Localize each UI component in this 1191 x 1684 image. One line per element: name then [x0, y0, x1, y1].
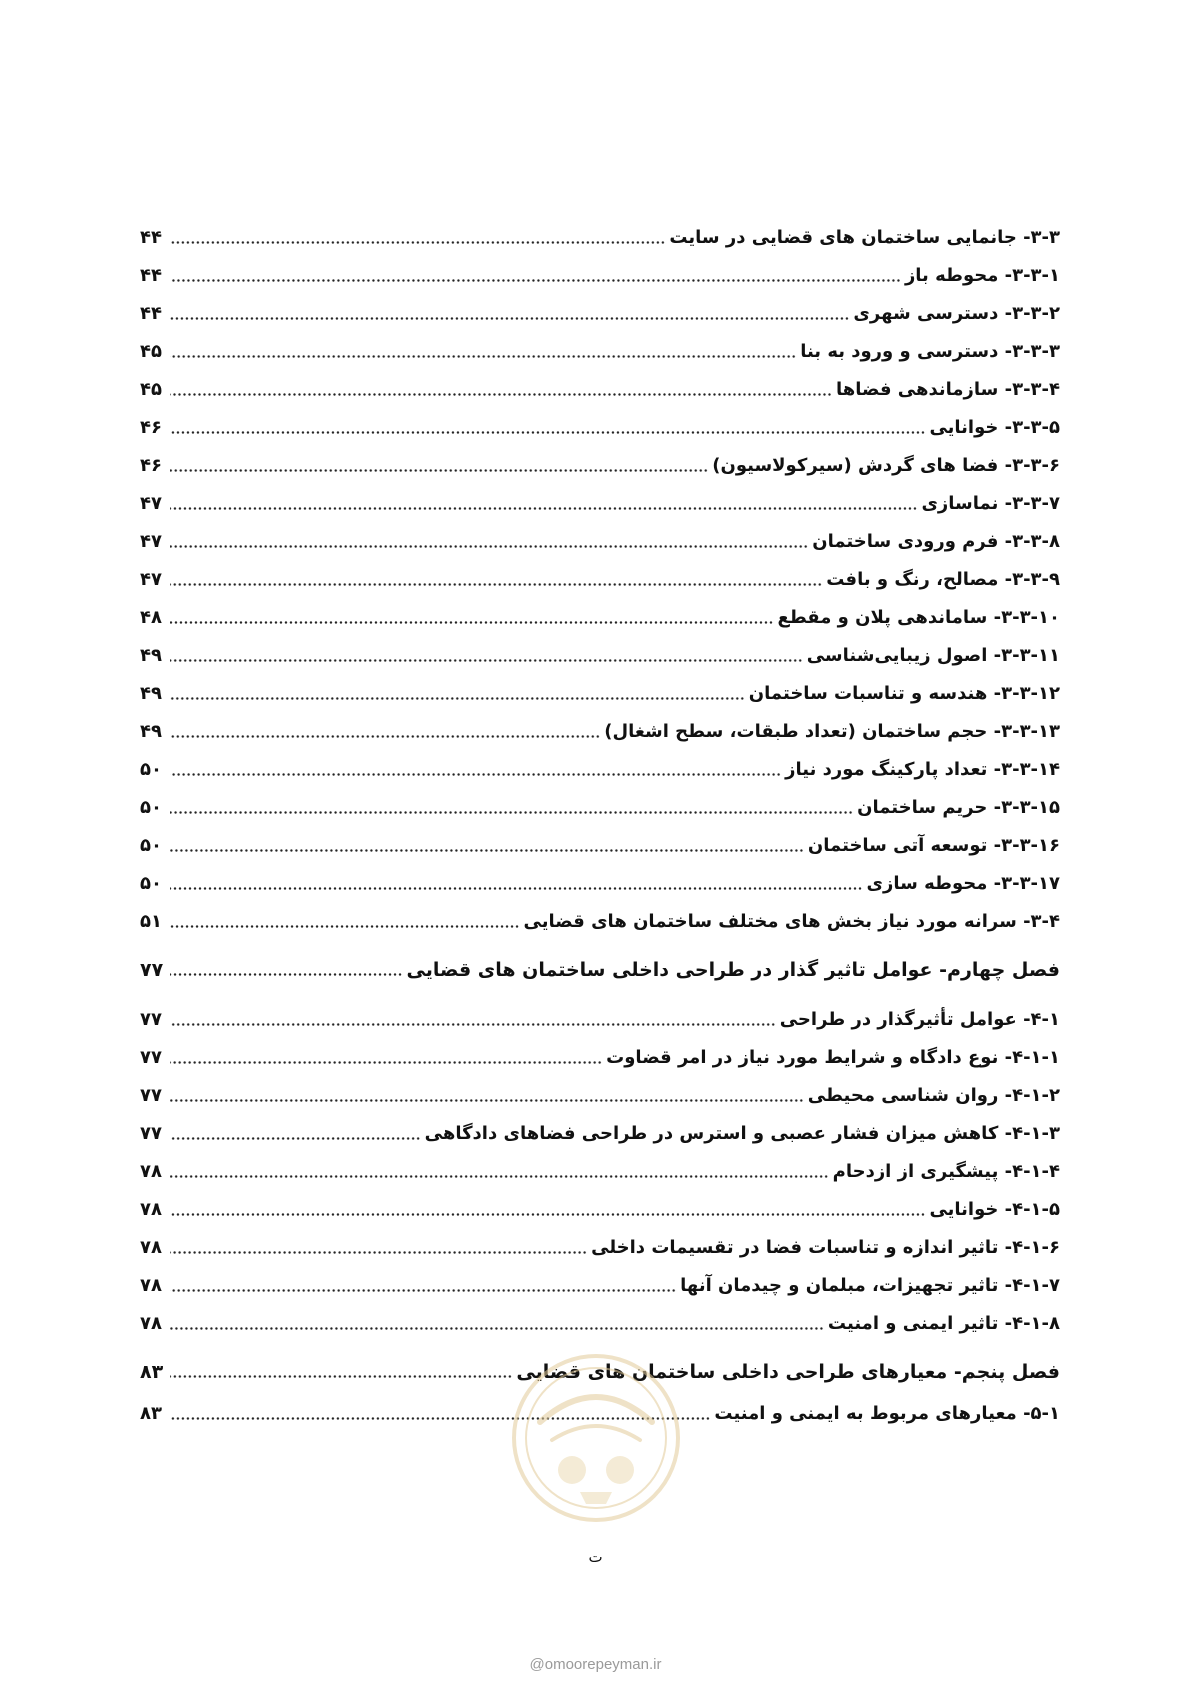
toc-entry-title: ۳-۳-۱۲- هندسه و تناسبات ساختمان: [748, 683, 1060, 704]
dot-leader: [170, 873, 863, 891]
toc-entry-page: ۴۶: [140, 455, 162, 476]
toc-entry-page: ۴۶: [140, 417, 162, 438]
toc-entry-title: ۴-۱-۱- نوع دادگاه و شرایط مورد نیاز در امر قضاوت: [606, 1047, 1060, 1068]
toc-entry-page: ۵۰: [140, 759, 162, 780]
toc-entry-title: ۳-۳-۳- دسترسی و ورود به بنا: [800, 341, 1060, 362]
toc-entry[interactable]: [140, 748, 1060, 782]
toc-entry-title: ۴-۱-۷- تاثیر تجهیزات، مبلمان و چیدمان آنها: [680, 1275, 1060, 1296]
toc-entry[interactable]: [140, 520, 1060, 554]
toc-entry-page: ۴۹: [140, 721, 162, 742]
toc-entry[interactable]: [140, 330, 1060, 364]
toc-entry-page: ۵۰: [140, 797, 162, 818]
toc-entry-page: ۷۷: [140, 1085, 162, 1106]
dot-leader: [170, 1009, 776, 1027]
dot-leader: [170, 1161, 829, 1179]
toc-entry-title: ۳-۳-۱۷- محوطه سازی: [866, 873, 1060, 894]
toc-entry-title: ۴-۱-۵- خوانایی: [929, 1199, 1060, 1220]
toc-entry[interactable]: [140, 1226, 1060, 1260]
toc-entry-page: ۴۹: [140, 683, 162, 704]
toc-entry[interactable]: [140, 1074, 1060, 1108]
toc-entry-title: فصل چهارم- عوامل تاثیر گذار در طراحی داخلی ساختمان های قضایی: [406, 959, 1060, 981]
toc-entry[interactable]: [140, 634, 1060, 668]
toc-entry[interactable]: [140, 444, 1060, 478]
dot-leader: [170, 341, 796, 359]
toc-entry[interactable]: [140, 216, 1060, 250]
toc-entry-page: ۷۸: [140, 1237, 162, 1258]
toc-entry-page: ۴۷: [140, 531, 162, 552]
toc-entry[interactable]: [140, 900, 1060, 934]
toc-entry-title: ۴-۱-۶- تاثیر اندازه و تناسبات فضا در تقسیمات داخلی: [591, 1237, 1060, 1258]
dot-leader: [170, 1275, 676, 1293]
toc-entry-page: ۷۷: [140, 959, 164, 981]
toc-entry[interactable]: [140, 710, 1060, 744]
dot-leader: [170, 1313, 824, 1331]
toc-entry-title: ۳-۳-۶- فضا های گردش (سیرکولاسیون): [712, 455, 1060, 476]
toc-entry-page: ۴۴: [140, 227, 162, 248]
footer-website: @omoorepeyman.ir: [529, 1656, 662, 1673]
toc-entry-title: ۳-۳-۱۵- حریم ساختمان: [857, 797, 1060, 818]
dot-leader: [170, 959, 403, 977]
toc-entry-page: ۴۴: [140, 303, 162, 324]
dot-leader: [170, 759, 781, 777]
toc-entry-title: ۳-۳-۹- مصالح، رنگ و بافت: [826, 569, 1060, 590]
seal-watermark: [510, 1352, 682, 1524]
toc-entry-title: ۳-۳-۱۳- حجم ساختمان (تعداد طبقات، سطح اشغال): [604, 721, 1060, 742]
dot-leader: [170, 493, 917, 511]
dot-leader: [170, 683, 745, 701]
toc-entry-title: ۳-۳- جانمایی ساختمان های قضایی در سایت: [669, 227, 1060, 248]
dot-leader: [170, 797, 853, 815]
toc-entry-page: ۷۷: [140, 1009, 162, 1030]
toc-entry-title: ۳-۳-۱۶- توسعه آتی ساختمان: [807, 835, 1060, 856]
toc-entry-page: ۷۸: [140, 1275, 162, 1296]
toc-entry[interactable]: [140, 786, 1060, 820]
toc-entry-page: ۷۸: [140, 1199, 162, 1220]
dot-leader: [170, 1085, 804, 1103]
toc-entry[interactable]: [140, 368, 1060, 402]
toc-entry-title: ۳-۳-۴- سازماندهی فضاها: [835, 379, 1060, 400]
toc-entry-page: ۴۹: [140, 645, 162, 666]
toc-entry-page: ۷۷: [140, 1047, 162, 1068]
dot-leader: [170, 379, 832, 397]
toc-entry[interactable]: [140, 824, 1060, 858]
dot-leader: [170, 265, 901, 283]
dot-leader: [170, 1361, 512, 1379]
toc-entry-title: ۴-۱-۸- تاثیر ایمنی و امنیت: [827, 1313, 1060, 1334]
toc-entry[interactable]: [140, 406, 1060, 440]
toc-entry[interactable]: [140, 998, 1060, 1032]
toc-entry-title: ۳-۳-۱۱- اصول زیبایی‌شناسی: [806, 645, 1060, 666]
toc-entry[interactable]: [140, 672, 1060, 706]
dot-leader: [170, 1199, 925, 1217]
dot-leader: [170, 911, 520, 929]
page-folio: ت: [588, 1548, 603, 1566]
toc-entry[interactable]: [140, 1112, 1060, 1146]
toc-entry-page: ۵۰: [140, 835, 162, 856]
toc-entry-title: ۳-۴- سرانه مورد نیاز بخش های مختلف ساختمان های قضایی: [523, 911, 1060, 932]
toc-entry-title: ۳-۳-۷- نماسازی: [921, 493, 1060, 514]
toc-entry-title: ۳-۳-۱۴- تعداد پارکینگ مورد نیاز: [785, 759, 1060, 780]
toc-entry[interactable]: [140, 1264, 1060, 1298]
dot-leader: [170, 835, 804, 853]
toc-entry-page: ۴۷: [140, 493, 162, 514]
toc-entry[interactable]: [140, 862, 1060, 896]
toc-entry-page: ۷۸: [140, 1313, 162, 1334]
toc-entry-title: ۳-۳-۵- خوانایی: [929, 417, 1060, 438]
toc-entry[interactable]: [140, 948, 1060, 982]
toc-entry-page: ۸۳: [140, 1403, 162, 1424]
dot-leader: [170, 417, 925, 435]
toc-entry-title: ۳-۳-۲- دسترسی شهری: [853, 303, 1060, 324]
toc-entry-title: ۳-۳-۱- محوطه باز: [904, 265, 1060, 286]
toc-entry-title: فصل پنجم- معیارهای طراحی داخلی ساختمان های قضایی: [516, 1361, 1060, 1383]
toc-entry-title: ۴-۱-۴- پیشگیری از ازدحام: [832, 1161, 1060, 1182]
toc-entry-page: ۷۷: [140, 1123, 162, 1144]
toc-entry-title: ۵-۱- معیارهای مربوط به ایمنی و امنیت: [714, 1403, 1060, 1424]
dot-leader: [170, 569, 822, 587]
toc-entry[interactable]: [140, 596, 1060, 630]
dot-leader: [170, 227, 665, 245]
toc-entry-title: ۴-۱-۲- روان شناسی محیطی: [807, 1085, 1060, 1106]
toc-entry-title: ۴-۱- عوامل تأثیرگذار در طراحی: [779, 1009, 1060, 1030]
toc-entry-page: ۵۱: [140, 911, 162, 932]
toc-entry[interactable]: [140, 482, 1060, 516]
toc-entry[interactable]: [140, 254, 1060, 288]
dot-leader: [170, 1123, 421, 1141]
toc-entry[interactable]: [140, 1188, 1060, 1222]
toc-entry[interactable]: [140, 292, 1060, 326]
dot-leader: [170, 607, 773, 625]
dot-leader: [170, 1237, 587, 1255]
toc-entry-page: ۴۷: [140, 569, 162, 590]
toc-entry-page: ۴۵: [140, 379, 162, 400]
toc-entry-title: ۳-۳-۱۰- ساماندهی پلان و مقطع: [777, 607, 1060, 628]
dot-leader: [170, 645, 803, 663]
dot-leader: [170, 531, 808, 549]
toc-entry-page: ۸۳: [140, 1361, 164, 1383]
toc-entry-page: ۵۰: [140, 873, 162, 894]
toc-entry-page: ۴۸: [140, 607, 162, 628]
toc-entry-title: ۳-۳-۸- فرم ورودی ساختمان: [812, 531, 1060, 552]
toc-entry-title: ۴-۱-۳- کاهش میزان فشار عصبی و استرس در طراحی فضاهای دادگاهی: [424, 1123, 1060, 1144]
toc-entry[interactable]: [140, 1302, 1060, 1336]
toc-entry-page: ۷۸: [140, 1161, 162, 1182]
toc-entry[interactable]: [140, 1150, 1060, 1184]
dot-leader: [170, 1047, 602, 1065]
toc-entry-page: ۴۵: [140, 341, 162, 362]
toc-entry-page: ۴۴: [140, 265, 162, 286]
toc-entry[interactable]: [140, 1036, 1060, 1070]
dot-leader: [170, 455, 708, 473]
toc-entry[interactable]: [140, 558, 1060, 592]
dot-leader: [170, 303, 849, 321]
dot-leader: [170, 721, 600, 739]
